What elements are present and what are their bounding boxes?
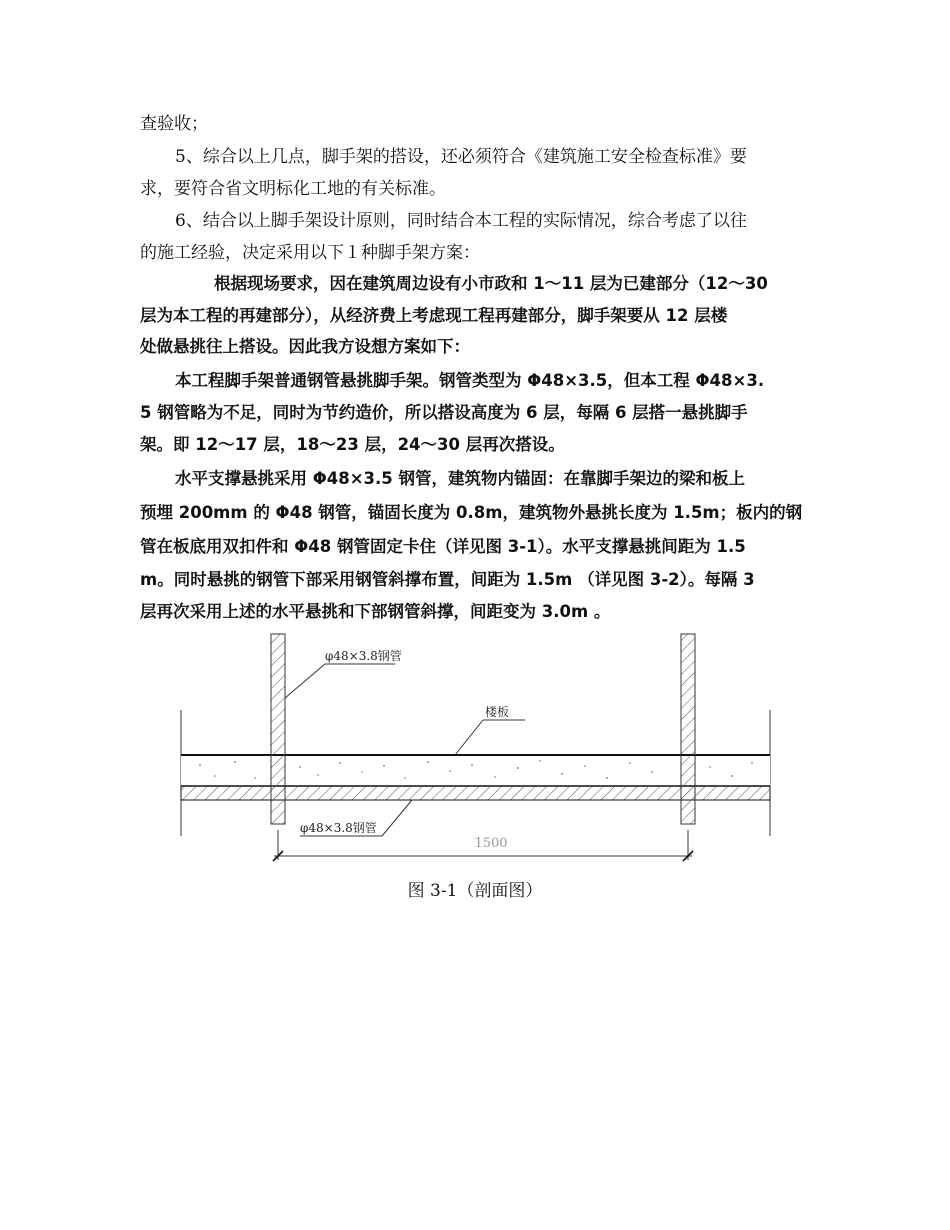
text-line: m。同时悬挑的钢管下部采用钢管斜撑布置，间距为 1.5m （详见图 3-2）。每隔 3 xyxy=(140,570,755,589)
bottom-pipe-label: φ48×3.8钢管 xyxy=(300,821,377,835)
text-line: 求，要符合省文明标化工地的有关标准。 xyxy=(140,179,446,199)
bottom-pipe-leader xyxy=(382,800,412,836)
text-line: 水平支撑悬挑采用 Φ48×3.5 钢管，建筑物内锚固：在靠脚手架边的梁和板上 xyxy=(175,469,746,488)
text-line: 架。即 12～17 层，18～23 层，24～30 层再次搭设。 xyxy=(140,435,565,454)
dimension-label: 1500 xyxy=(474,836,508,851)
text-line: 层为本工程的再建部分），从经济费上考虑现工程再建部分，脚手架要从 12 层楼 xyxy=(140,306,728,325)
text-line: 本工程脚手架普通钢管悬挑脚手架。钢管类型为 Φ48×3.5，但本工程 Φ48×3. xyxy=(175,371,765,390)
figure-caption: 图 3-1（剖面图） xyxy=(407,881,543,901)
text-line: 6、结合以上脚手架设计原则，同时结合本工程的实际情况，综合考虑了以往 xyxy=(175,211,747,231)
text-line: 根据现场要求，因在建筑周边设有小市政和 1～11 层为已建部分（12～30 xyxy=(214,274,768,293)
text-line: 查验收； xyxy=(140,114,208,134)
text-line: 处做悬挑往上搭设。因此我方设想方案如下： xyxy=(140,337,470,356)
top-pipe-leader xyxy=(285,664,325,698)
text-line: 管在板底用双扣件和 Φ48 钢管固定卡住（详见图 3-1）。水平支撑悬挑间距为 1.5 xyxy=(140,537,746,556)
slab-label: 楼板 xyxy=(485,705,510,719)
top-pipe-label: φ48×3.8钢管 xyxy=(325,649,402,663)
text-line: 5 钢管略为不足，同时为节约造价，所以搭设高度为 6 层，每隔 6 层搭一悬挑脚手 xyxy=(140,403,748,422)
text-line: 的施工经验，决定采用以下１种脚手架方案： xyxy=(140,243,480,263)
text-line: 层再次采用上述的水平悬挑和下部钢管斜撑，间距变为 3.0m 。 xyxy=(140,602,611,621)
text-line: 预埋 200mm 的 Φ48 钢管，锚固长度为 0.8m，建筑物外悬挑长度为 1.5m；板内的钢 xyxy=(140,503,803,522)
slab-leader xyxy=(455,720,483,755)
text-line: 5、综合以上几点，脚手架的搭设，还必须符合《建筑施工安全检查标准》要 xyxy=(175,147,747,167)
section-drawing xyxy=(0,620,950,870)
left-vertical-pipe xyxy=(271,634,285,824)
right-vertical-pipe xyxy=(681,634,695,824)
section-figure xyxy=(0,620,950,874)
